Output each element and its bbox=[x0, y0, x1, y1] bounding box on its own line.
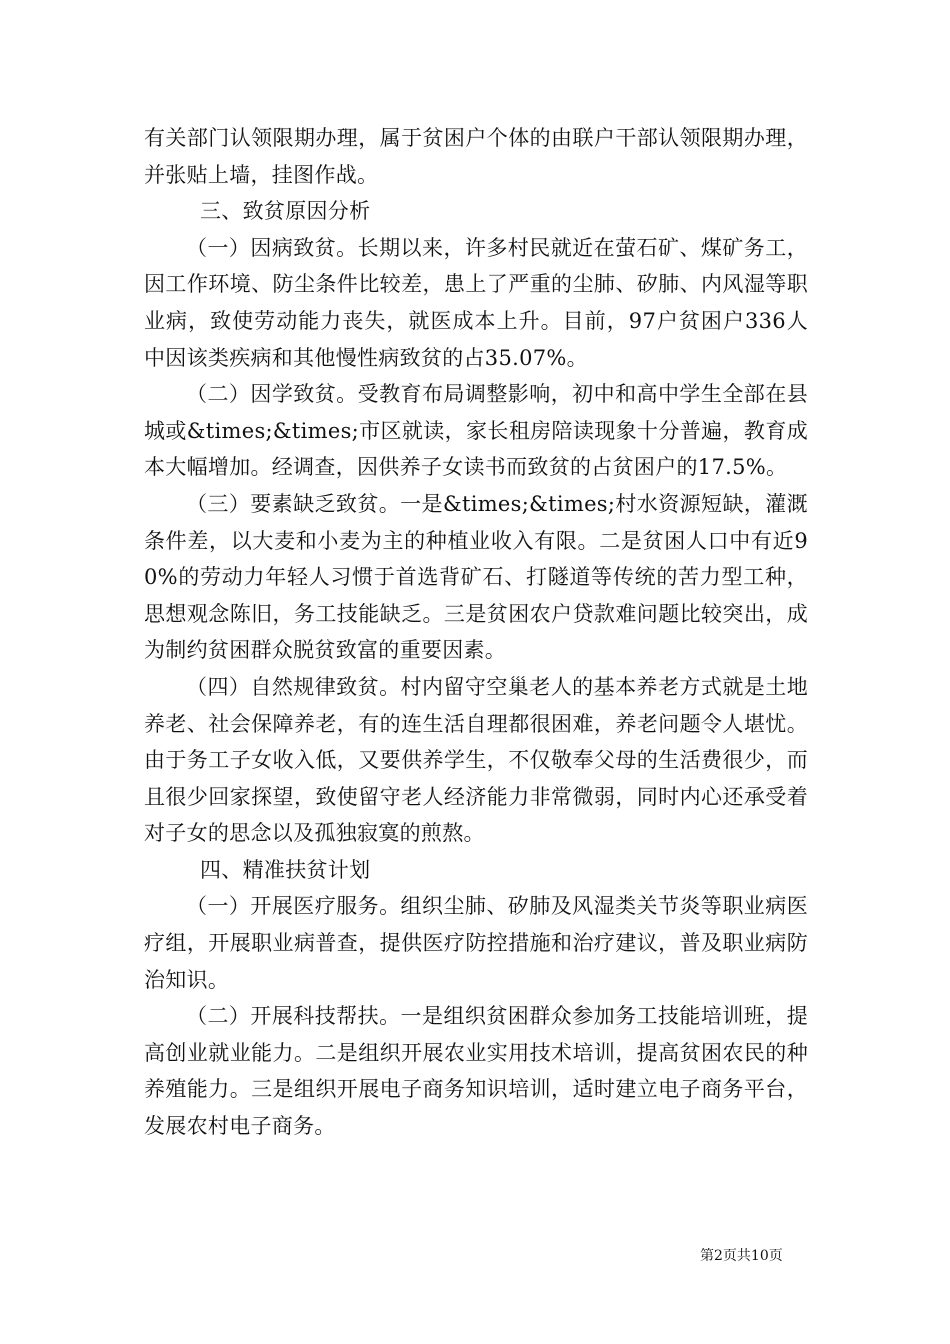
section-heading-causes: 三、致贫原因分析 bbox=[200, 199, 371, 224]
section-heading-plan: 四、精准扶贫计划 bbox=[200, 857, 371, 882]
paragraph-natural: （四）自然规律致贫。村内留守空巢老人的基本养老方式就是土地养老、社会保障养老，有的连生活自理都很困难，养老问题令人堪忧。由于务工子女收入低，又要供养学生，不仅敬奉父母的生活费很少，而且很少回家探望，致使留守老人经济能力非常微弱，同时内心还承受着对子女的思念以及孤独寂寞的煎熬。 bbox=[144, 674, 808, 846]
paragraph-technology: （二）开展科技帮扶。一是组织贫困群众参加务工技能培训班，提高创业就业能力。二是组织开展农业实用技术培训，提高贫困农民的种养殖能力。三是组织开展电子商务知识培训，适时建立电子商务平台，发展农村电子商务。 bbox=[144, 1004, 808, 1139]
document-body bbox=[144, 120, 808, 1145]
page-number-footer: 第2页共10页 bbox=[700, 1248, 783, 1264]
paragraph-medical: （一）开展医疗服务。组织尘肺、矽肺及风湿类关节炎等职业病医疗组，开展职业病普查，提供医疗防控措施和治疗建议，普及职业病防治知识。 bbox=[144, 894, 808, 992]
paragraph-resources: （三）要素缺乏致贫。一是&times;&times;村水资源短缺，灌溉条件差，以大麦和小麦为主的种植业收入有限。二是贫困人口中有近90%的劳动力年轻人习惯于首选背矿石、打隧道等传统的苦力型工种，思想观念陈旧，务工技能缺乏。三是贫困农户贷款难问题比较突出，成为制约贫困群众脱贫致富的重要因素。 bbox=[144, 491, 808, 663]
paragraph-continuation: 有关部门认领限期办理，属于贫困户个体的由联户干部认领限期办理，并张贴上墙，挂图作战。 bbox=[144, 126, 808, 187]
paragraph-education: （二）因学致贫。受教育布局调整影响，初中和高中学生全部在县城或&times;&times;市区就读，家长租房陪读现象十分普遍，教育成本大幅增加。经调查，因供养子女读书而致贫的占贫困户的17.5%。 bbox=[144, 382, 808, 480]
paragraph-illness: （一）因病致贫。长期以来，许多村民就近在萤石矿、煤矿务工，因工作环境、防尘条件比较差，患上了严重的尘肺、矽肺、内风湿等职业病，致使劳动能力丧失，就医成本上升。目前，97户贫困户336人中因该类疾病和其他慢性病致贫的占35.07%。 bbox=[144, 235, 808, 370]
